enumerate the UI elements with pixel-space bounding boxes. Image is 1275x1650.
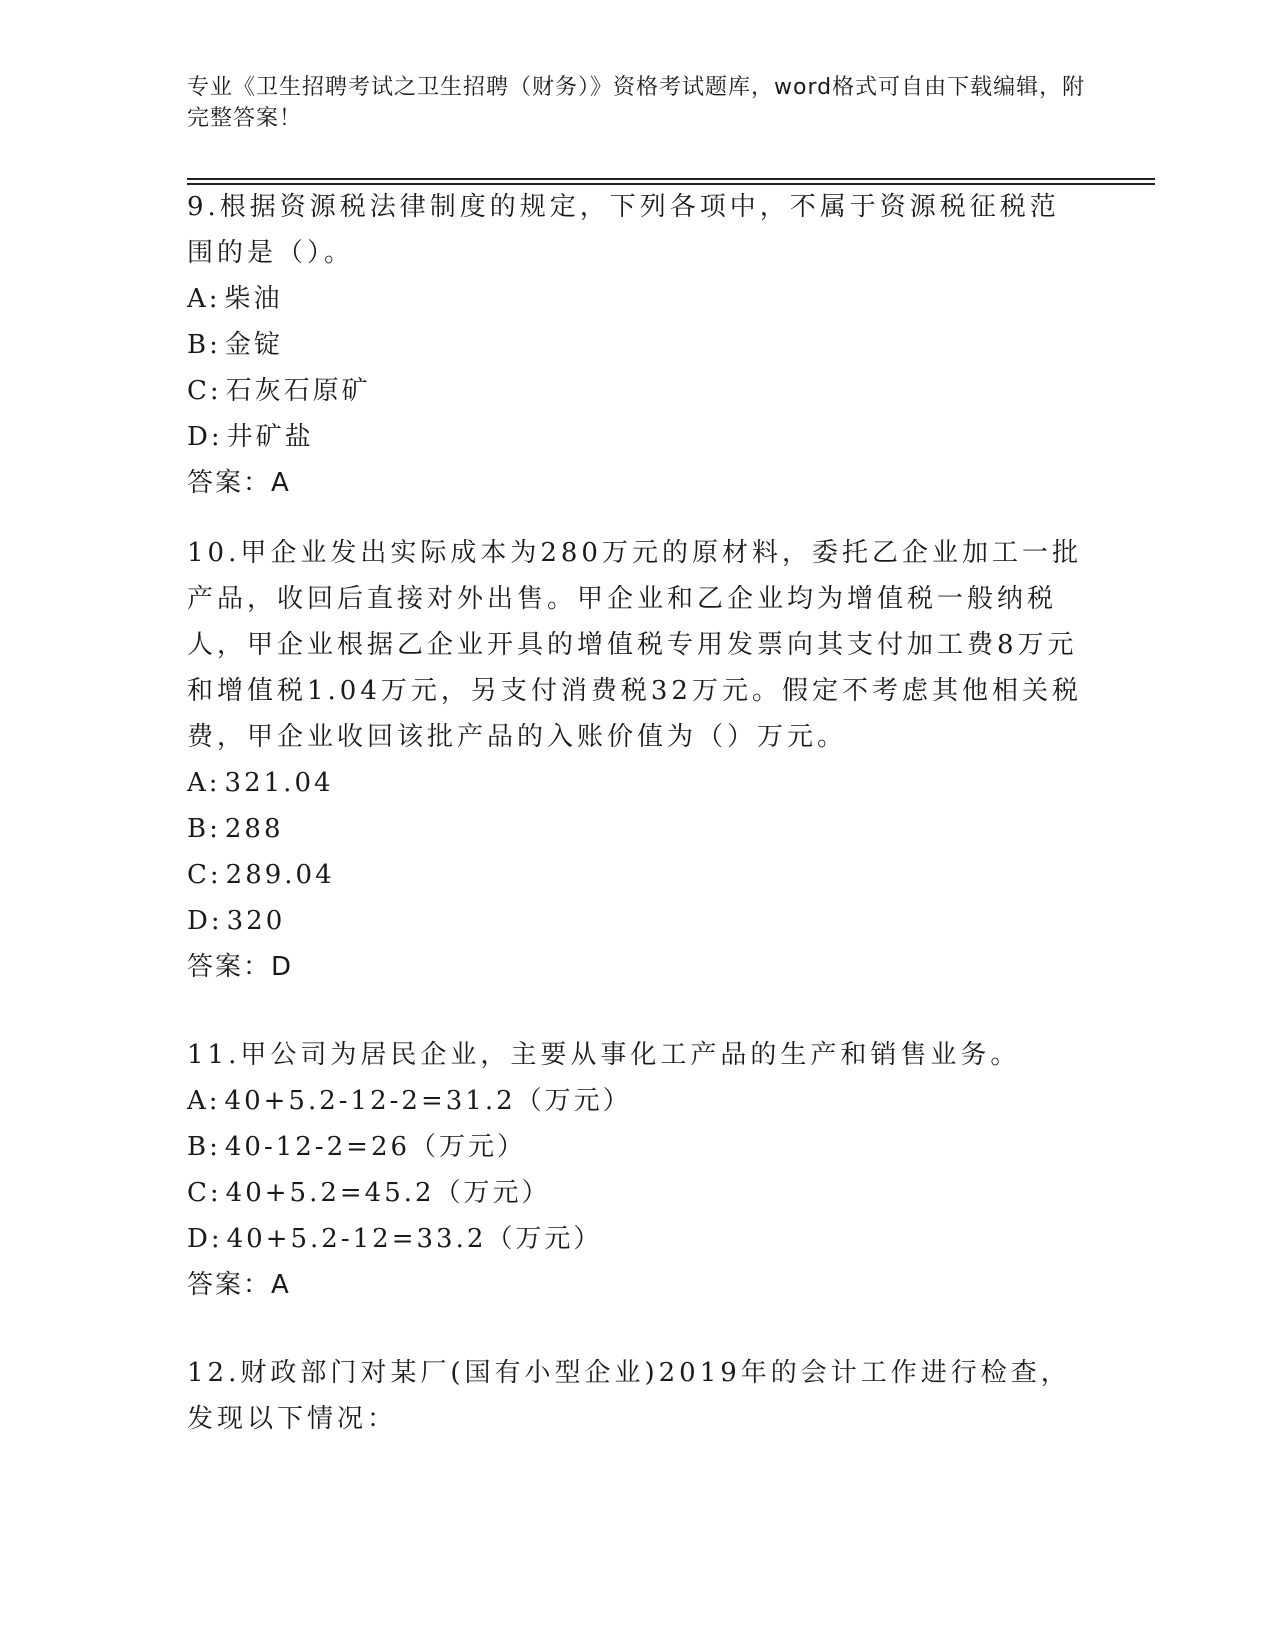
option-label: D:	[187, 906, 223, 936]
option-text: 320	[226, 906, 286, 936]
option-text: 40+5.2-12=33.2（万元）	[226, 1224, 603, 1254]
question-stem: 10.甲企业发出实际成本为280万元的原材料，委托乙企业加工一批产品，收回后直接对外出售。甲企业和乙企业均为增值税一般纳税人，甲企业根据乙企业开具的增值税专用发票向其支付加工费8万元和增值税1.04万元，另支付消费税32万元。假定不考虑其他相关税费，甲企业收回该批产品的入账价值为（）万元。	[187, 538, 1082, 752]
option-text: 石灰石原矿	[225, 376, 371, 406]
question-stem: 11.甲公司为居民企业，主要从事化工产品的生产和销售业务。	[187, 1040, 1021, 1070]
option-a	[187, 760, 1087, 806]
question-9	[187, 184, 1087, 506]
option-label: C:	[187, 860, 222, 890]
option-b	[187, 1124, 1087, 1170]
option-label: C:	[187, 376, 222, 406]
option-text: 柴油	[224, 284, 283, 314]
option-c	[187, 852, 1087, 898]
question-stem: 12.财政部门对某厂(国有小型企业)2019年的会计工作进行检查，发现以下情况：	[187, 1358, 1071, 1434]
option-d	[187, 1216, 1087, 1262]
option-b	[187, 322, 1087, 368]
option-text: 288	[224, 814, 284, 844]
option-label: B:	[187, 330, 221, 360]
option-label: A:	[187, 284, 221, 314]
option-text: 40+5.2-12-2=31.2（万元）	[224, 1086, 632, 1116]
option-d	[187, 414, 1087, 460]
option-label: D:	[187, 1224, 223, 1254]
question-10	[187, 530, 1087, 990]
option-c	[187, 1170, 1087, 1216]
option-label: B:	[187, 1132, 221, 1162]
option-text: 289.04	[225, 860, 335, 890]
option-label: A:	[187, 1086, 221, 1116]
question-12	[187, 1350, 1087, 1442]
option-text: 321.04	[224, 768, 334, 798]
question-11	[187, 1032, 1087, 1308]
option-d	[187, 898, 1087, 944]
option-label: C:	[187, 1178, 222, 1208]
answer-text: 答案：D	[187, 952, 294, 982]
option-c	[187, 368, 1087, 414]
option-label: A:	[187, 768, 221, 798]
header-divider-top	[187, 178, 1155, 180]
answer-text: 答案：A	[187, 1270, 291, 1300]
option-text: 井矿盐	[226, 422, 314, 452]
option-text: 40+5.2=45.2（万元）	[225, 1178, 551, 1208]
document-intro: 专业《卫生招聘考试之卫生招聘（财务）》资格考试题库，word格式可自由下载编辑，附完整答案！	[187, 75, 1086, 131]
option-a	[187, 1078, 1087, 1124]
answer-text: 答案：A	[187, 468, 291, 498]
option-label: D:	[187, 422, 223, 452]
option-text: 40-12-2=26（万元）	[224, 1132, 527, 1162]
option-b	[187, 806, 1087, 852]
question-stem: 9.根据资源税法律制度的规定，下列各项中，不属于资源税征税范围的是（）。	[187, 192, 1060, 268]
option-label: B:	[187, 814, 221, 844]
option-text: 金锭	[224, 330, 283, 360]
option-a	[187, 276, 1087, 322]
